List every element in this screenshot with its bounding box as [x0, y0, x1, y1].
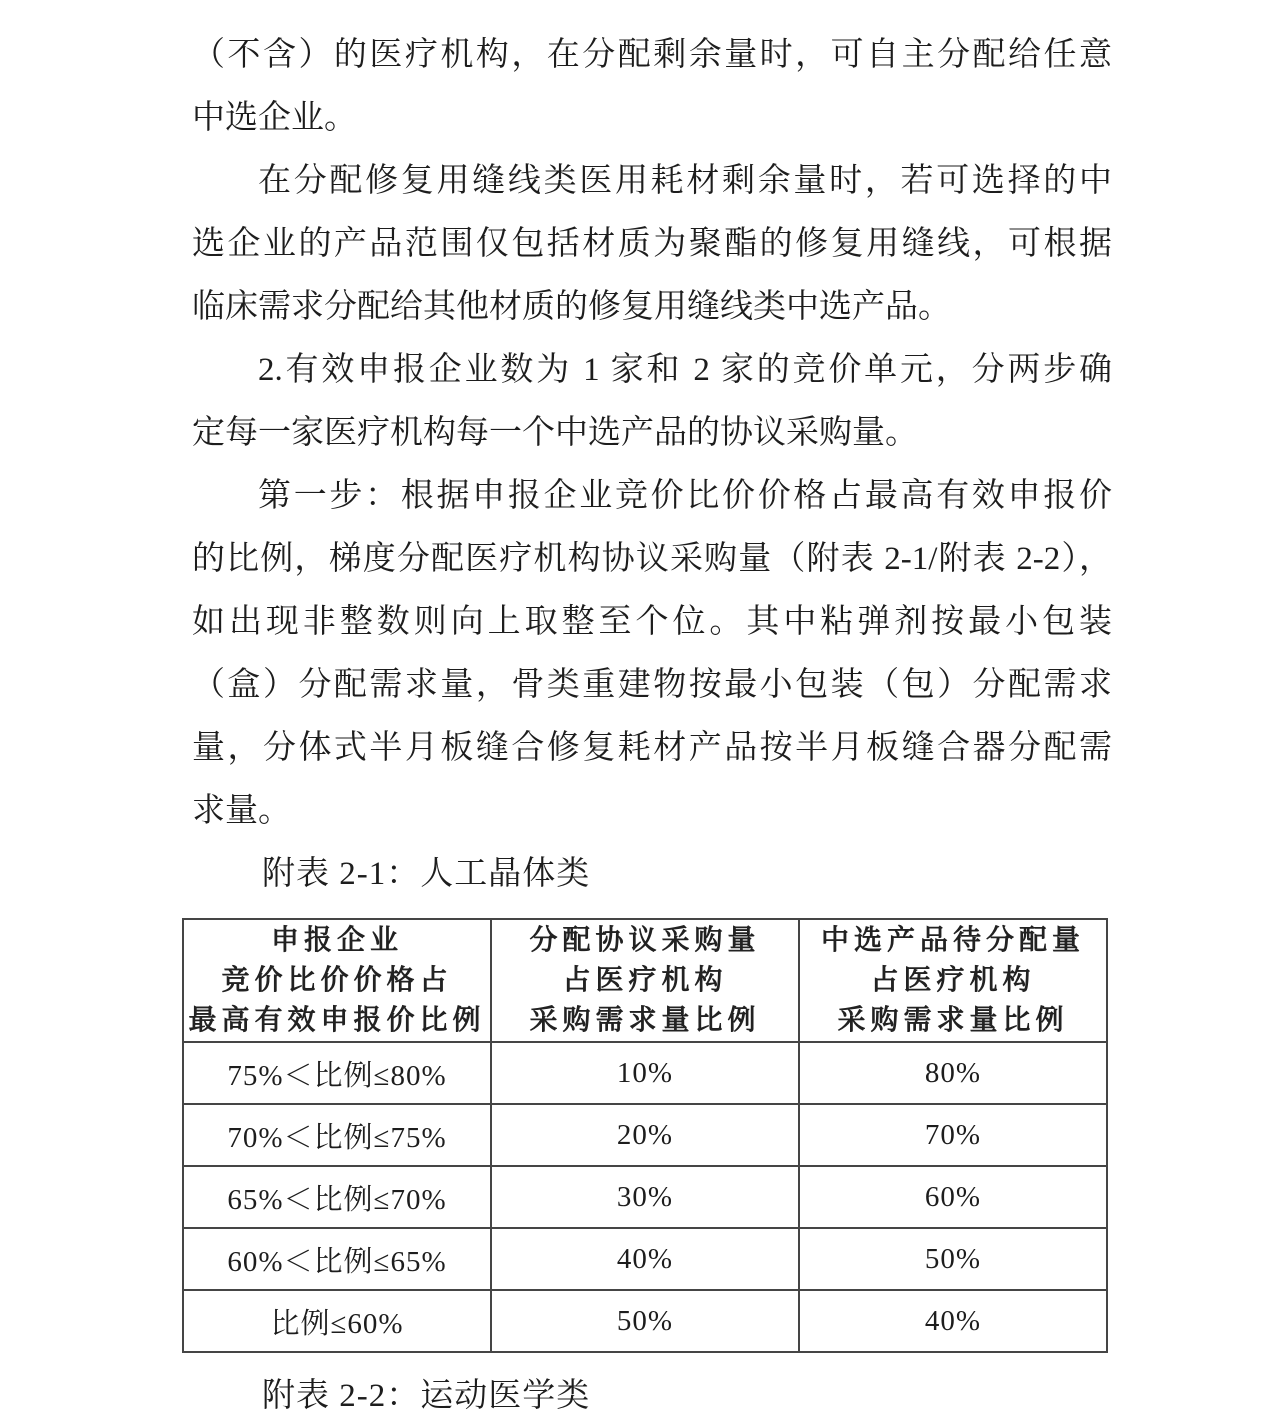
- cell-ratio-range: 60%＜比例≤65%: [183, 1228, 491, 1290]
- header-line: 占医疗机构: [562, 964, 728, 996]
- cell-ratio-range: 比例≤60%: [183, 1290, 491, 1352]
- cell-pending-pct: 40%: [799, 1290, 1107, 1352]
- body-text: [192, 24, 1112, 906]
- header-line: 最高有效申报价比例: [188, 1004, 486, 1036]
- cell-pending-pct: 50%: [799, 1228, 1107, 1290]
- table-row: [183, 1228, 1107, 1290]
- header-line: 采购需求量比例: [837, 1004, 1069, 1036]
- paragraph-line: 定每一家医疗机构每一个中选产品的协议采购量。: [192, 415, 918, 451]
- paragraph-line: 第一步：根据申报企业竞价比价价格占最高有效申报价: [258, 478, 1112, 514]
- header-line: 采购需求量比例: [529, 1004, 761, 1036]
- paragraph-line: （盒）分配需求量，骨类重建物按最小包装（包）分配需求: [192, 667, 1112, 703]
- cell-pending-pct: 70%: [799, 1104, 1107, 1166]
- cell-agreement-pct: 50%: [491, 1290, 799, 1352]
- table-caption-2-2: 附表 2-2：运动医学类: [262, 1378, 591, 1414]
- table-body: [183, 1042, 1107, 1352]
- header-line: 占医疗机构: [870, 964, 1036, 996]
- table-row: [183, 1104, 1107, 1166]
- paragraph-line: 的比例，梯度分配医疗机构协议采购量（附表 2-1/附表 2-2），: [192, 541, 1112, 577]
- paragraph-line: 如出现非整数则向上取整至个位。其中粘弹剂按最小包装: [192, 604, 1112, 640]
- table-header: [183, 919, 1107, 1042]
- table-header-row: [183, 919, 1107, 1042]
- cell-agreement-pct: 40%: [491, 1228, 799, 1290]
- table-row: [183, 1290, 1107, 1352]
- cell-ratio-range: 70%＜比例≤75%: [183, 1104, 491, 1166]
- cell-ratio-range: 75%＜比例≤80%: [183, 1042, 491, 1104]
- header-cell-agreement-volume-ratio: [491, 919, 799, 1042]
- paragraph-line: 选企业的产品范围仅包括材质为聚酯的修复用缝线，可根据: [192, 226, 1112, 262]
- cell-agreement-pct: 30%: [491, 1166, 799, 1228]
- header-line: 申报企业: [270, 924, 403, 956]
- header-line: 分配协议采购量: [529, 924, 761, 956]
- header-line: 中选产品待分配量: [820, 924, 1085, 956]
- paragraph-line: 量，分体式半月板缝合修复耗材产品按半月板缝合器分配需: [192, 730, 1112, 766]
- cell-pending-pct: 80%: [799, 1042, 1107, 1104]
- cell-pending-pct: 60%: [799, 1166, 1107, 1228]
- cell-agreement-pct: 10%: [491, 1042, 799, 1104]
- allocation-table-iol: [182, 918, 1108, 1353]
- cell-ratio-range: 65%＜比例≤70%: [183, 1166, 491, 1228]
- paragraph-line: 求量。: [192, 793, 291, 829]
- paragraph-line: （不含）的医疗机构，在分配剩余量时，可自主分配给任意: [192, 37, 1112, 73]
- paragraph-line: 2.有效申报企业数为 1 家和 2 家的竞价单元，分两步确: [258, 352, 1112, 388]
- header-cell-pending-allocation-ratio: [799, 919, 1107, 1042]
- paragraph-line: 在分配修复用缝线类医用耗材剩余量时，若可选择的中: [258, 163, 1112, 199]
- table-row: [183, 1042, 1107, 1104]
- cell-agreement-pct: 20%: [491, 1104, 799, 1166]
- paragraph-line: 临床需求分配给其他材质的修复用缝线类中选产品。: [192, 289, 951, 325]
- table-caption-2-1: 附表 2-1：人工晶体类: [262, 856, 591, 892]
- header-cell-bid-price-ratio: [183, 919, 491, 1042]
- paragraph-line: 中选企业。: [192, 100, 357, 136]
- table-row: [183, 1166, 1107, 1228]
- header-line: 竞价比价价格占: [221, 964, 453, 996]
